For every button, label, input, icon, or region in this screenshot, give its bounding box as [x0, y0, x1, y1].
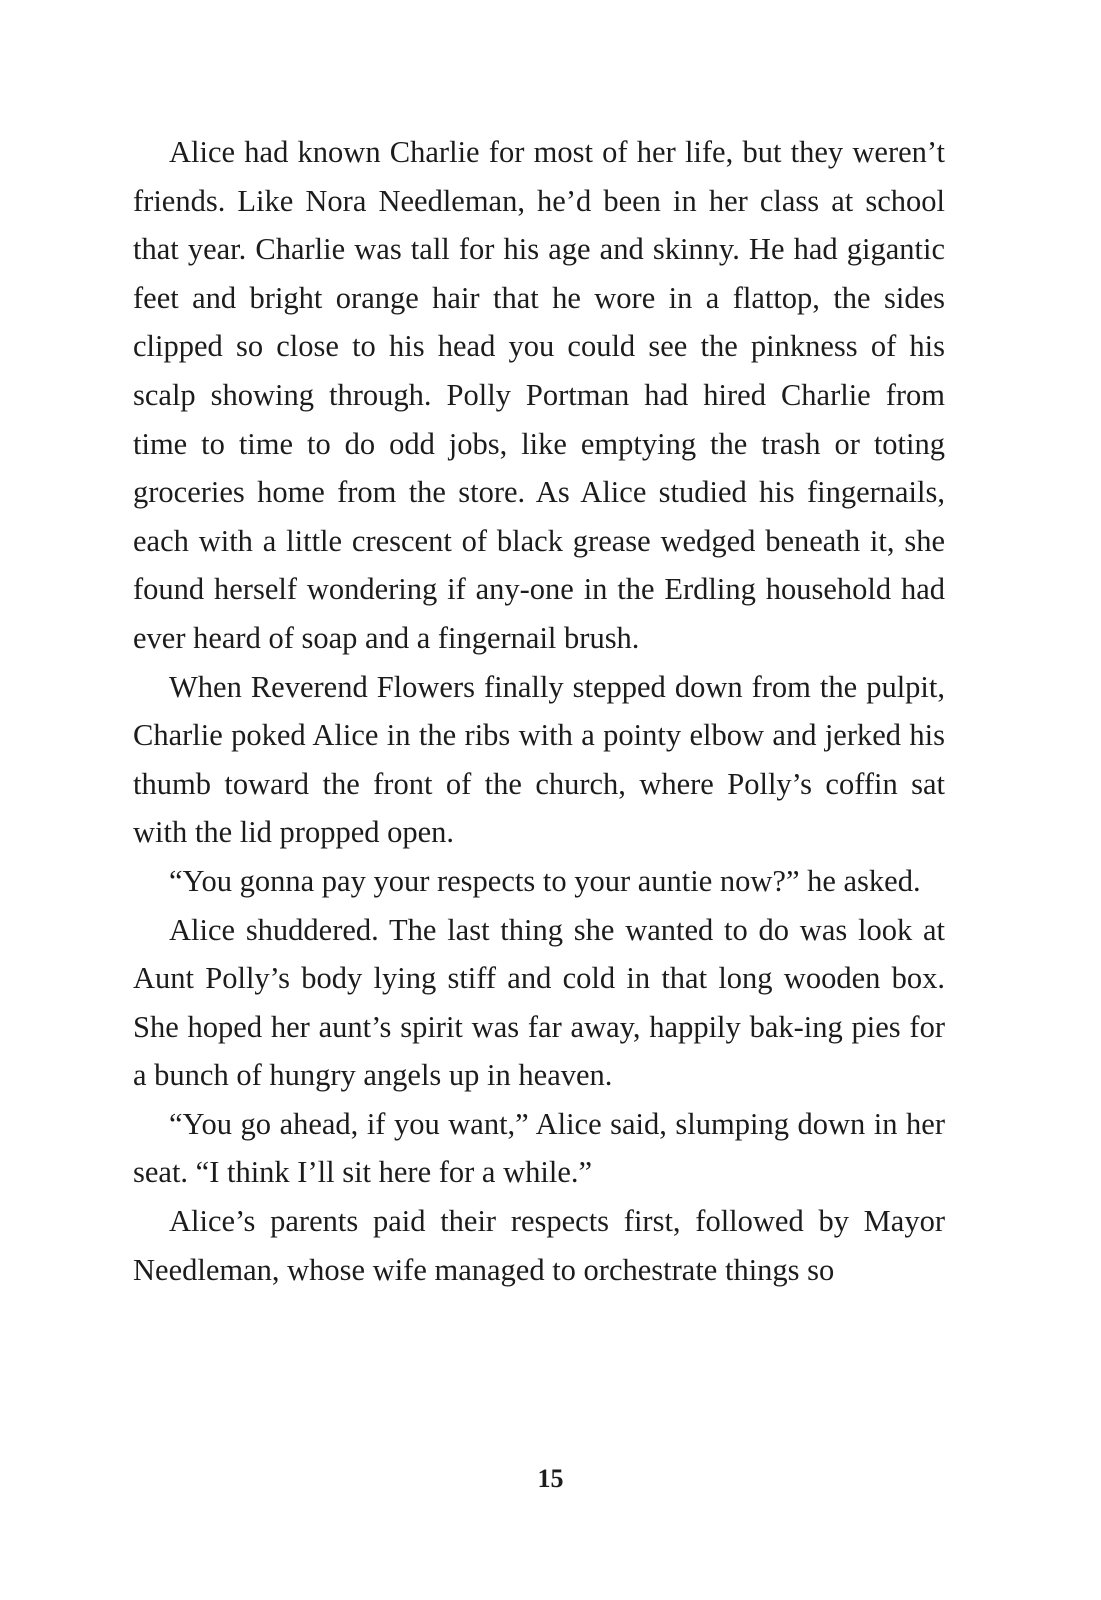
paragraph: Alice’s parents paid their respects first, followed by Mayor Needleman, whose wife managed to orchestrate things so: [133, 1204, 945, 1287]
page-number: 15: [537, 1464, 564, 1493]
paragraph: “You gonna pay your respects to your auntie now?” he asked.: [169, 863, 921, 898]
paragraph: Alice had known Charlie for most of her life, but they weren’t friends. Like Nora Needleman, he’d been in her class at school that year. Charlie was tall for his age and skinny. He had gigantic feet and bright orange hair that he wore in a flattop, the sides clipped so close to his head you could see the pinkness of his scalp showing through. Polly Portman had hired Charlie from time to time to do odd jobs, like emptying the trash or toting groceries home from the store. As Alice studied his fingernails, each with a little crescent of black grease wedged beneath it, she found herself wondering if any-one in the Erdling household had ever heard of soap and a fingernail brush.: [133, 135, 945, 655]
paragraph: Alice shuddered. The last thing she wanted to do was look at Aunt Polly’s body lying stiff and cold in that long wooden box. She hoped her aunt’s spirit was far away, happily bak-ing pies for a bunch of hungry angels up in heaven.: [133, 912, 945, 1093]
paragraph: “You go ahead, if you want,” Alice said, slumping down in her seat. “I think I’ll sit here for a while.”: [133, 1106, 945, 1190]
paragraph: When Reverend Flowers finally stepped down from the pulpit, Charlie poked Alice in the ribs with a pointy elbow and jerked his thumb toward the front of the church, where Polly’s coffin sat with the lid propped open.: [133, 669, 945, 850]
body-text: [133, 128, 945, 1294]
